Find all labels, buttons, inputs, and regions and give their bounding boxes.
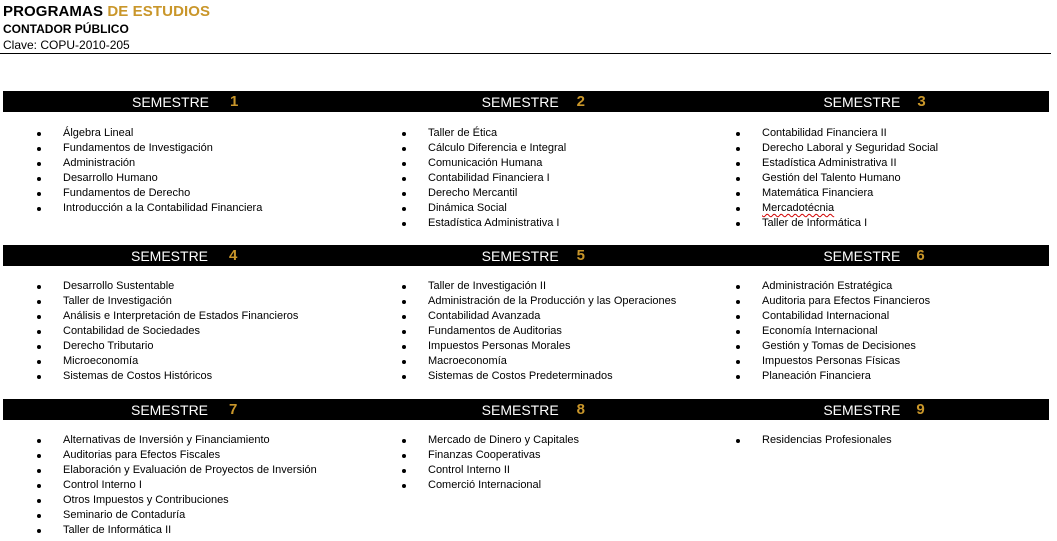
subject-item: Taller de Informática II (37, 523, 317, 538)
subject-item: Desarrollo Humano (37, 171, 262, 186)
semester-number: 1 (230, 93, 239, 110)
semester-7-subjects (37, 433, 317, 538)
subject-item: Auditorias para Efectos Fiscales (37, 448, 317, 463)
subject-item: Álgebra Lineal (37, 126, 262, 141)
semester-1-subjects (37, 126, 262, 216)
semester-label: SEMESTRE (132, 94, 210, 110)
subject-item: Administración de la Producción y las Operaciones (402, 294, 676, 309)
subject-item: Finanzas Cooperativas (402, 448, 579, 463)
semester-number: 7 (229, 401, 238, 418)
subject-item: Comunicación Humana (402, 156, 566, 171)
title-main: PROGRAMAS (3, 3, 104, 20)
semester-header-3 (700, 91, 1049, 112)
subject-item: Derecho Mercantil (402, 186, 566, 201)
semester-header-7 (3, 399, 352, 420)
subject-item: Impuestos Personas Físicas (736, 354, 930, 369)
subject-item (736, 201, 938, 216)
semester-header-6 (700, 245, 1049, 266)
subject-item: Derecho Tributario (37, 339, 298, 354)
document-header (3, 3, 210, 52)
subject-item: Contabilidad de Sociedades (37, 324, 298, 339)
semester-label: SEMESTRE (131, 402, 209, 418)
subject-item: Contabilidad Financiera II (736, 126, 938, 141)
semester-9-subjects (736, 433, 892, 448)
semester-label: SEMESTRE (823, 402, 901, 418)
subject-item: Dinámica Social (402, 201, 566, 216)
semester-number: 6 (916, 247, 925, 264)
subject-item: Impuestos Personas Morales (402, 339, 676, 354)
semester-number: 9 (916, 401, 925, 418)
semester-8-subjects (402, 433, 579, 493)
semester-6-subjects (736, 279, 930, 384)
semester-number: 2 (576, 93, 585, 110)
subject-item: Fundamentos de Investigación (37, 141, 262, 156)
subject-item: Análisis e Interpretación de Estados Financieros (37, 309, 298, 324)
subject-item: Introducción a la Contabilidad Financiera (37, 201, 262, 216)
subject-item: Elaboración y Evaluación de Proyectos de Inversión (37, 463, 317, 478)
subject-item: Contabilidad Financiera I (402, 171, 566, 186)
semester-header-4 (3, 245, 352, 266)
subject-item: Administración (37, 156, 262, 171)
semester-5-subjects (402, 279, 676, 384)
subject-item: Macroeconomía (402, 354, 676, 369)
subject-item: Fundamentos de Derecho (37, 186, 262, 201)
subject-item: Alternativas de Inversión y Financiamiento (37, 433, 317, 448)
subject-item: Planeación Financiera (736, 369, 930, 384)
header-divider (0, 53, 1051, 54)
subject-item: Control Interno II (402, 463, 579, 478)
semester-label: SEMESTRE (481, 248, 559, 264)
semester-header-2 (352, 91, 701, 112)
subject-item: Taller de Ética (402, 126, 566, 141)
subject-item: Residencias Profesionales (736, 433, 892, 448)
subject-item: Auditoria para Efectos Financieros (736, 294, 930, 309)
subject-item: Otros Impuestos y Contribuciones (37, 493, 317, 508)
semester-label: SEMESTRE (823, 248, 901, 264)
semester-header-8 (352, 399, 701, 420)
semester-bar-row-1 (3, 91, 1049, 112)
semester-header-1 (3, 91, 352, 112)
semester-3-subjects (736, 126, 938, 231)
subject-item: Taller de Informática I (736, 216, 938, 231)
subject-item: Estadística Administrativa II (736, 156, 938, 171)
subject-item: Taller de Investigación II (402, 279, 676, 294)
semester-bar-row-3 (3, 399, 1049, 420)
semester-header-9 (700, 399, 1049, 420)
subject-item: Desarrollo Sustentable (37, 279, 298, 294)
subject-item: Taller de Investigación (37, 294, 298, 309)
semester-2-subjects (402, 126, 566, 231)
subject-item: Cálculo Diferencia e Integral (402, 141, 566, 156)
subject-item: Contabilidad Avanzada (402, 309, 676, 324)
semester-number: 3 (917, 93, 926, 110)
semester-number: 4 (229, 247, 238, 264)
program-key: Clave: COPU-2010-205 (3, 38, 130, 52)
semester-label: SEMESTRE (481, 402, 559, 418)
subject-item: Contabilidad Internacional (736, 309, 930, 324)
semester-number: 8 (576, 401, 585, 418)
subject-item: Control Interno I (37, 478, 317, 493)
semester-label: SEMESTRE (131, 248, 209, 264)
subject-item: Matemática Financiera (736, 186, 938, 201)
semester-number: 5 (576, 247, 585, 264)
subject-item: Gestión y Tomas de Decisiones (736, 339, 930, 354)
subject-item: Seminario de Contaduría (37, 508, 317, 523)
program-name: CONTADOR PÚBLICO (3, 22, 129, 36)
subject-item: Economía Internacional (736, 324, 930, 339)
subject-item: Gestión del Talento Humano (736, 171, 938, 186)
subject-item: Mercado de Dinero y Capitales (402, 433, 579, 448)
semester-label: SEMESTRE (823, 94, 901, 110)
document-title (3, 3, 210, 20)
subject-item: Sistemas de Costos Predeterminados (402, 369, 676, 384)
title-accent: DE ESTUDIOS (107, 3, 211, 20)
subject-item: Fundamentos de Auditorias (402, 324, 676, 339)
semester-label: SEMESTRE (481, 94, 559, 110)
semester-4-subjects (37, 279, 298, 384)
semester-header-5 (352, 245, 701, 266)
subject-item: Microeconomía (37, 354, 298, 369)
subject-item: Derecho Laboral y Seguridad Social (736, 141, 938, 156)
subject-item: Sistemas de Costos Históricos (37, 369, 298, 384)
subject-item: Estadística Administrativa I (402, 216, 566, 231)
subject-item: Administración Estratégica (736, 279, 930, 294)
subject-item: Comerció Internacional (402, 478, 579, 493)
semester-bar-row-2 (3, 245, 1049, 266)
spell-error-underline: Mercadotécnia (762, 202, 835, 214)
